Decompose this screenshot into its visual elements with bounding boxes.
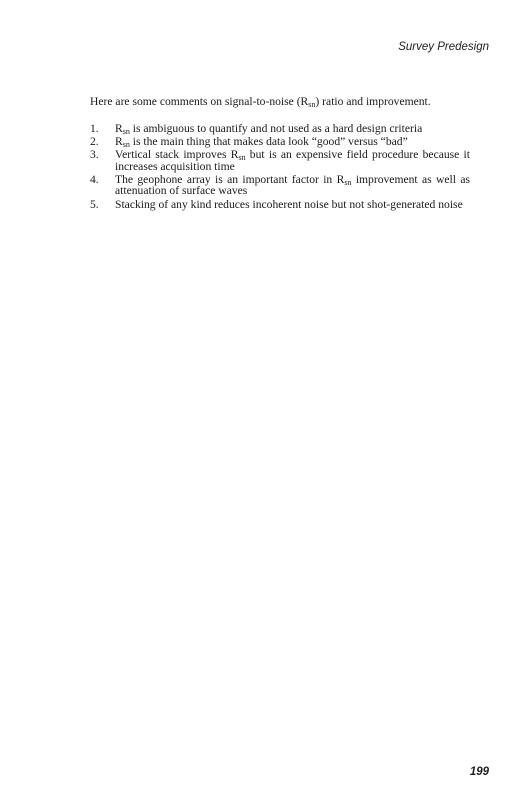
rsn-subscript: sn bbox=[308, 100, 316, 109]
rsn-subscript: sn bbox=[122, 140, 130, 150]
list-item-number: 1. bbox=[90, 122, 99, 135]
list-item bbox=[90, 174, 470, 197]
list-item-number: 5. bbox=[90, 197, 99, 211]
rsn-subscript: sn bbox=[122, 127, 130, 136]
rsn-subscript: sn bbox=[344, 177, 352, 187]
intro-text-start: Here are some comments on signal-to-noise (R bbox=[90, 95, 309, 108]
intro-text-end: ) ratio and improvement. bbox=[315, 95, 431, 108]
list-item-number: 3. bbox=[90, 148, 99, 162]
list-item-text: $R_{sn}$ is ambiguous to quantify and not used as a hard design criteria bbox=[115, 122, 423, 136]
list-item-number: 4. bbox=[90, 172, 99, 186]
running-header: Survey Predesign bbox=[398, 41, 489, 53]
rsn-subscript: sn bbox=[238, 153, 246, 163]
list-item bbox=[90, 136, 470, 148]
list-item-number: 2. bbox=[90, 135, 99, 149]
list-item-text: The geophone array is an important factor in $R_{sn}$ improvement as well as attenuation of surface waves bbox=[115, 172, 470, 198]
page-number: 199 bbox=[469, 766, 489, 778]
intro-paragraph bbox=[90, 95, 470, 109]
list-item bbox=[90, 149, 470, 172]
list-item-text: $R_{sn}$ is the main thing that makes data look “good” versus “bad” bbox=[115, 135, 408, 150]
list-item-text: Vertical stack improves $R_{sn}$ but is an expensive field procedure because it increases acquisition time bbox=[115, 148, 470, 173]
list-item bbox=[90, 199, 470, 211]
list-item-text: Stacking of any kind reduces incoherent noise but not shot-generated noise bbox=[115, 197, 463, 211]
list-item bbox=[90, 123, 470, 135]
comments-list bbox=[90, 123, 470, 212]
